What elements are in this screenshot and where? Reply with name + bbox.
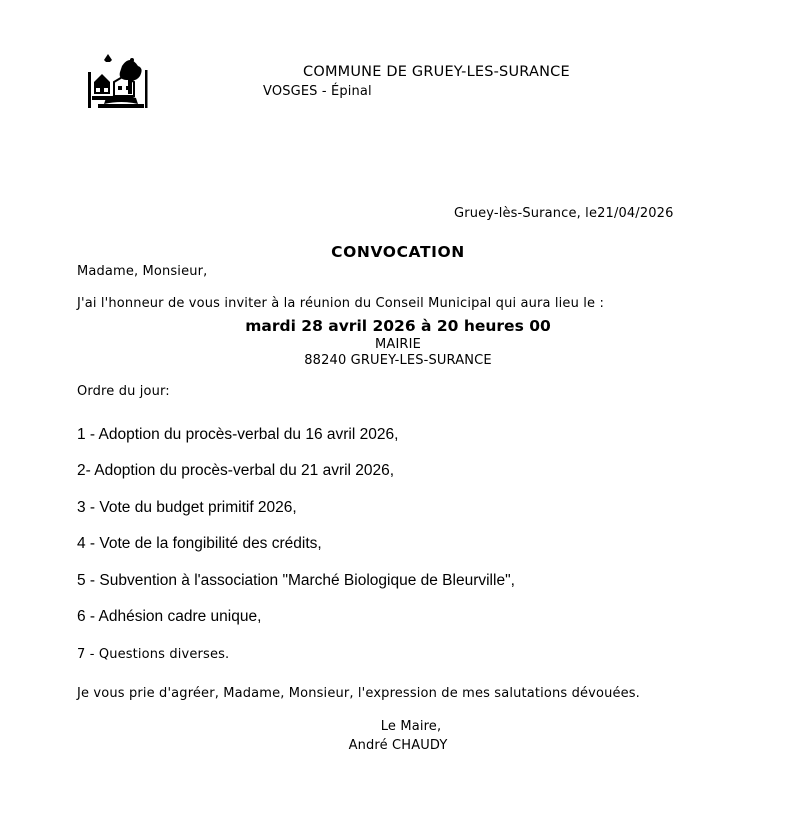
meeting-place: MAIRIE — [375, 337, 421, 352]
signature-role: Le Maire, — [380, 719, 442, 734]
department-line: VOSGES - Épinal — [263, 84, 372, 99]
signature-name: André CHAUDY — [348, 738, 448, 753]
meeting-date: mardi 28 avril 2026 à 20 heures 00 — [245, 317, 551, 335]
document-title: CONVOCATION — [331, 243, 465, 261]
agenda-item: 7 - Questions diverses. — [77, 647, 230, 662]
agenda-item: 5 - Subvention à l'association "Marché Biologique de Bleurville", — [77, 572, 515, 589]
agenda-item: 4 - Vote de la fongibilité des crédits, — [77, 535, 322, 552]
agenda-item: 2- Adoption du procès-verbal du 21 avril 2026, — [77, 462, 395, 479]
agenda-label: Ordre du jour: — [77, 384, 170, 399]
agenda-item: 1 - Adoption du procès-verbal du 16 avril 2026, — [77, 426, 399, 443]
commune-logo-icon — [84, 52, 152, 112]
closing-formula: Je vous prie d'agréer, Madame, Monsieur, l'expression de mes salutations dévouées. — [77, 686, 640, 701]
salutation: Madame, Monsieur, — [77, 264, 208, 279]
meeting-address: 88240 GRUEY-LES-SURANCE — [304, 353, 492, 368]
invitation-text: J'ai l'honneur de vous inviter à la réunion du Conseil Municipal qui aura lieu le : — [77, 296, 604, 311]
place-date-line: Gruey-lès-Surance, le21/04/2026 — [454, 206, 674, 221]
commune-name: COMMUNE DE GRUEY-LES-SURANCE — [303, 64, 570, 80]
agenda-item: 3 - Vote du budget primitif 2026, — [77, 499, 297, 516]
agenda-item: 6 - Adhésion cadre unique, — [77, 608, 262, 625]
